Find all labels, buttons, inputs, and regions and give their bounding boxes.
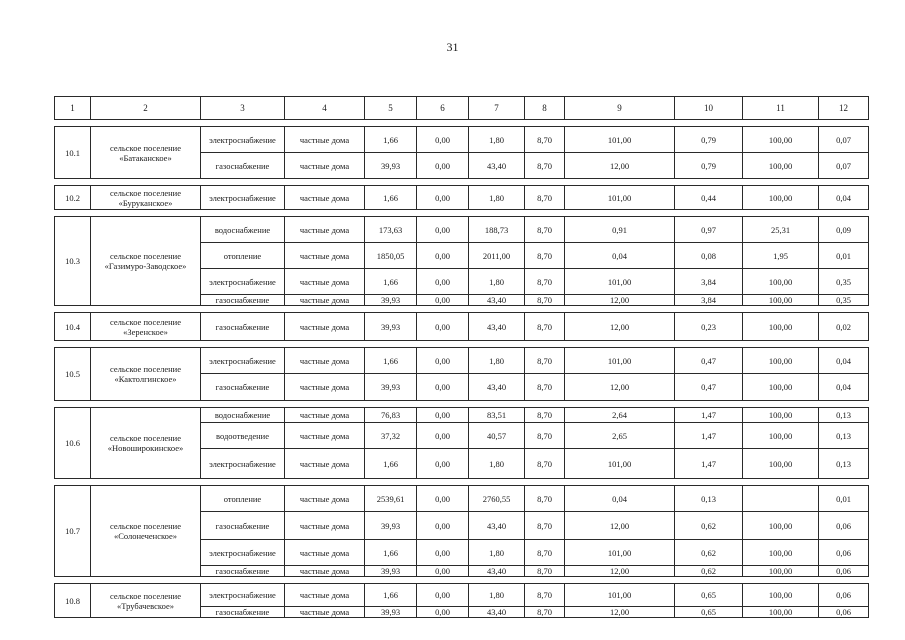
building-type-cell: частные дома bbox=[285, 217, 365, 243]
building-type-cell: частные дома bbox=[285, 607, 365, 618]
value-cell: 0,00 bbox=[417, 449, 469, 479]
header-row bbox=[55, 97, 869, 120]
group-spacer bbox=[55, 401, 869, 408]
table-row bbox=[55, 217, 869, 243]
group-spacer bbox=[55, 210, 869, 217]
value-cell: 8,70 bbox=[525, 408, 565, 423]
value-cell: 8,70 bbox=[525, 295, 565, 306]
value-cell: 1,80 bbox=[469, 186, 525, 210]
spacer-cell bbox=[55, 577, 869, 584]
group-id-cell: 10.6 bbox=[55, 408, 91, 479]
value-cell bbox=[743, 486, 819, 512]
group-id-cell: 10.2 bbox=[55, 186, 91, 210]
value-cell: 8,70 bbox=[525, 566, 565, 577]
value-cell: 8,70 bbox=[525, 374, 565, 401]
value-cell: 1,47 bbox=[675, 423, 743, 449]
value-cell: 0,13 bbox=[819, 449, 869, 479]
service-cell: отопление bbox=[201, 486, 285, 512]
value-cell: 100,00 bbox=[743, 374, 819, 401]
value-cell: 100,00 bbox=[743, 607, 819, 618]
value-cell: 8,70 bbox=[525, 540, 565, 566]
value-cell: 0,00 bbox=[417, 243, 469, 269]
table-row bbox=[55, 313, 869, 341]
spacer-cell bbox=[55, 179, 869, 186]
value-cell: 188,73 bbox=[469, 217, 525, 243]
value-cell: 0,47 bbox=[675, 374, 743, 401]
header-cell: 2 bbox=[91, 97, 201, 120]
settlement-name-cell: сельское поселение «Солонеченское» bbox=[91, 486, 201, 577]
value-cell: 39,93 bbox=[365, 374, 417, 401]
value-cell: 2760,55 bbox=[469, 486, 525, 512]
service-cell: водоснабжение bbox=[201, 217, 285, 243]
value-cell: 8,70 bbox=[525, 607, 565, 618]
building-type-cell: частные дома bbox=[285, 540, 365, 566]
value-cell: 8,70 bbox=[525, 348, 565, 374]
value-cell: 1,66 bbox=[365, 348, 417, 374]
spacer-cell bbox=[55, 306, 869, 313]
value-cell: 0,13 bbox=[675, 486, 743, 512]
value-cell: 8,70 bbox=[525, 153, 565, 179]
value-cell: 101,00 bbox=[565, 449, 675, 479]
value-cell: 8,70 bbox=[525, 584, 565, 607]
value-cell: 0,13 bbox=[819, 423, 869, 449]
value-cell: 43,40 bbox=[469, 313, 525, 341]
settlement-name-cell: сельское поселение «Кактолгинское» bbox=[91, 348, 201, 401]
header-cell: 11 bbox=[743, 97, 819, 120]
value-cell: 43,40 bbox=[469, 512, 525, 540]
value-cell: 1,80 bbox=[469, 449, 525, 479]
value-cell: 0,00 bbox=[417, 374, 469, 401]
value-cell: 8,70 bbox=[525, 512, 565, 540]
value-cell: 39,93 bbox=[365, 566, 417, 577]
value-cell: 0,65 bbox=[675, 607, 743, 618]
value-cell: 0,35 bbox=[819, 295, 869, 306]
service-cell: водоотведение bbox=[201, 423, 285, 449]
value-cell: 0,00 bbox=[417, 540, 469, 566]
service-cell: отопление bbox=[201, 243, 285, 269]
building-type-cell: частные дома bbox=[285, 486, 365, 512]
group-spacer bbox=[55, 479, 869, 486]
value-cell: 8,70 bbox=[525, 423, 565, 449]
value-cell: 0,09 bbox=[819, 217, 869, 243]
header-cell: 6 bbox=[417, 97, 469, 120]
value-cell: 12,00 bbox=[565, 512, 675, 540]
group-spacer bbox=[55, 179, 869, 186]
group-id-cell: 10.8 bbox=[55, 584, 91, 618]
value-cell: 2011,00 bbox=[469, 243, 525, 269]
value-cell: 0,00 bbox=[417, 186, 469, 210]
value-cell: 0,04 bbox=[565, 243, 675, 269]
value-cell: 0,62 bbox=[675, 540, 743, 566]
value-cell: 101,00 bbox=[565, 127, 675, 153]
service-cell: газоснабжение bbox=[201, 607, 285, 618]
value-cell: 0,06 bbox=[819, 584, 869, 607]
value-cell: 8,70 bbox=[525, 127, 565, 153]
building-type-cell: частные дома bbox=[285, 449, 365, 479]
building-type-cell: частные дома bbox=[285, 127, 365, 153]
value-cell: 43,40 bbox=[469, 295, 525, 306]
value-cell: 0,13 bbox=[819, 408, 869, 423]
building-type-cell: частные дома bbox=[285, 566, 365, 577]
value-cell: 100,00 bbox=[743, 269, 819, 295]
value-cell: 1,47 bbox=[675, 449, 743, 479]
service-cell: электроснабжение bbox=[201, 269, 285, 295]
service-cell: электроснабжение bbox=[201, 127, 285, 153]
value-cell: 8,70 bbox=[525, 269, 565, 295]
service-cell: газоснабжение bbox=[201, 295, 285, 306]
spacer-cell bbox=[55, 479, 869, 486]
group-id-cell: 10.5 bbox=[55, 348, 91, 401]
data-table bbox=[54, 96, 869, 618]
value-cell: 39,93 bbox=[365, 295, 417, 306]
value-cell: 1,66 bbox=[365, 449, 417, 479]
value-cell: 39,93 bbox=[365, 607, 417, 618]
value-cell: 101,00 bbox=[565, 269, 675, 295]
value-cell: 1,80 bbox=[469, 269, 525, 295]
value-cell: 39,93 bbox=[365, 313, 417, 341]
value-cell: 0,62 bbox=[675, 566, 743, 577]
value-cell: 1850,05 bbox=[365, 243, 417, 269]
value-cell: 1,80 bbox=[469, 540, 525, 566]
group-spacer bbox=[55, 577, 869, 584]
value-cell: 0,47 bbox=[675, 348, 743, 374]
table-row bbox=[55, 408, 869, 423]
value-cell: 2,64 bbox=[565, 408, 675, 423]
table-row bbox=[55, 348, 869, 374]
value-cell: 101,00 bbox=[565, 584, 675, 607]
value-cell: 37,32 bbox=[365, 423, 417, 449]
value-cell: 83,51 bbox=[469, 408, 525, 423]
settlement-name-cell: сельское поселение «Газимуро-Заводское» bbox=[91, 217, 201, 306]
value-cell: 0,65 bbox=[675, 584, 743, 607]
header-cell: 12 bbox=[819, 97, 869, 120]
settlement-name-cell: сельское поселение «Буруканское» bbox=[91, 186, 201, 210]
value-cell: 101,00 bbox=[565, 540, 675, 566]
value-cell: 8,70 bbox=[525, 313, 565, 341]
spacer-cell bbox=[55, 341, 869, 348]
value-cell: 3,84 bbox=[675, 295, 743, 306]
value-cell: 0,02 bbox=[819, 313, 869, 341]
value-cell: 0,00 bbox=[417, 566, 469, 577]
value-cell: 0,00 bbox=[417, 486, 469, 512]
service-cell: газоснабжение bbox=[201, 153, 285, 179]
building-type-cell: частные дома bbox=[285, 423, 365, 449]
value-cell: 12,00 bbox=[565, 374, 675, 401]
value-cell: 0,00 bbox=[417, 584, 469, 607]
table-row bbox=[55, 186, 869, 210]
group-spacer bbox=[55, 120, 869, 127]
value-cell: 100,00 bbox=[743, 584, 819, 607]
value-cell: 43,40 bbox=[469, 566, 525, 577]
settlement-name-cell: сельское поселение «Зеренское» bbox=[91, 313, 201, 341]
value-cell: 0,01 bbox=[819, 243, 869, 269]
service-cell: электроснабжение bbox=[201, 584, 285, 607]
building-type-cell: частные дома bbox=[285, 153, 365, 179]
value-cell: 1,66 bbox=[365, 584, 417, 607]
value-cell: 0,00 bbox=[417, 348, 469, 374]
spacer-cell bbox=[55, 120, 869, 127]
table-row bbox=[55, 127, 869, 153]
value-cell: 1,66 bbox=[365, 540, 417, 566]
value-cell: 100,00 bbox=[743, 423, 819, 449]
value-cell: 0,00 bbox=[417, 313, 469, 341]
value-cell: 0,97 bbox=[675, 217, 743, 243]
value-cell: 0,79 bbox=[675, 153, 743, 179]
value-cell: 0,35 bbox=[819, 269, 869, 295]
value-cell: 100,00 bbox=[743, 540, 819, 566]
value-cell: 12,00 bbox=[565, 313, 675, 341]
value-cell: 0,79 bbox=[675, 127, 743, 153]
value-cell: 12,00 bbox=[565, 566, 675, 577]
value-cell: 0,00 bbox=[417, 295, 469, 306]
value-cell: 0,44 bbox=[675, 186, 743, 210]
building-type-cell: частные дома bbox=[285, 584, 365, 607]
service-cell: газоснабжение bbox=[201, 512, 285, 540]
value-cell: 43,40 bbox=[469, 153, 525, 179]
header-cell: 3 bbox=[201, 97, 285, 120]
value-cell: 0,06 bbox=[819, 566, 869, 577]
value-cell: 1,47 bbox=[675, 408, 743, 423]
value-cell: 8,70 bbox=[525, 449, 565, 479]
value-cell: 100,00 bbox=[743, 127, 819, 153]
value-cell: 0,08 bbox=[675, 243, 743, 269]
building-type-cell: частные дома bbox=[285, 313, 365, 341]
value-cell: 2539,61 bbox=[365, 486, 417, 512]
service-cell: электроснабжение bbox=[201, 540, 285, 566]
building-type-cell: частные дома bbox=[285, 348, 365, 374]
service-cell: газоснабжение bbox=[201, 374, 285, 401]
group-spacer bbox=[55, 341, 869, 348]
value-cell: 0,06 bbox=[819, 512, 869, 540]
value-cell: 0,00 bbox=[417, 127, 469, 153]
value-cell: 8,70 bbox=[525, 186, 565, 210]
header-cell: 5 bbox=[365, 97, 417, 120]
value-cell: 2,65 bbox=[565, 423, 675, 449]
building-type-cell: частные дома bbox=[285, 186, 365, 210]
value-cell: 0,23 bbox=[675, 313, 743, 341]
building-type-cell: частные дома bbox=[285, 374, 365, 401]
value-cell: 8,70 bbox=[525, 243, 565, 269]
building-type-cell: частные дома bbox=[285, 269, 365, 295]
value-cell: 0,04 bbox=[819, 374, 869, 401]
value-cell: 43,40 bbox=[469, 374, 525, 401]
value-cell: 0,07 bbox=[819, 153, 869, 179]
table-row bbox=[55, 584, 869, 607]
settlement-name-cell: сельское поселение «Новоширокинское» bbox=[91, 408, 201, 479]
value-cell: 0,00 bbox=[417, 423, 469, 449]
value-cell: 0,00 bbox=[417, 512, 469, 540]
header-cell: 4 bbox=[285, 97, 365, 120]
header-cell: 7 bbox=[469, 97, 525, 120]
value-cell: 0,04 bbox=[819, 348, 869, 374]
value-cell: 1,66 bbox=[365, 186, 417, 210]
value-cell: 43,40 bbox=[469, 607, 525, 618]
value-cell: 1,95 bbox=[743, 243, 819, 269]
value-cell: 1,66 bbox=[365, 127, 417, 153]
group-id-cell: 10.1 bbox=[55, 127, 91, 179]
service-cell: водоснабжение bbox=[201, 408, 285, 423]
value-cell: 1,80 bbox=[469, 584, 525, 607]
value-cell: 1,66 bbox=[365, 269, 417, 295]
table-row bbox=[55, 486, 869, 512]
value-cell: 1,80 bbox=[469, 348, 525, 374]
value-cell: 12,00 bbox=[565, 295, 675, 306]
value-cell: 0,04 bbox=[819, 186, 869, 210]
value-cell: 0,04 bbox=[565, 486, 675, 512]
value-cell: 0,01 bbox=[819, 486, 869, 512]
value-cell: 0,00 bbox=[417, 269, 469, 295]
page-number: 31 bbox=[446, 40, 459, 54]
header-cell: 10 bbox=[675, 97, 743, 120]
value-cell: 8,70 bbox=[525, 486, 565, 512]
group-id-cell: 10.7 bbox=[55, 486, 91, 577]
group-id-cell: 10.3 bbox=[55, 217, 91, 306]
value-cell: 0,00 bbox=[417, 607, 469, 618]
value-cell: 100,00 bbox=[743, 512, 819, 540]
building-type-cell: частные дома bbox=[285, 243, 365, 269]
value-cell: 12,00 bbox=[565, 153, 675, 179]
service-cell: электроснабжение bbox=[201, 186, 285, 210]
building-type-cell: частные дома bbox=[285, 295, 365, 306]
value-cell: 8,70 bbox=[525, 217, 565, 243]
value-cell: 25,31 bbox=[743, 217, 819, 243]
value-cell: 39,93 bbox=[365, 153, 417, 179]
value-cell: 0,62 bbox=[675, 512, 743, 540]
value-cell: 76,83 bbox=[365, 408, 417, 423]
value-cell: 101,00 bbox=[565, 186, 675, 210]
spacer-cell bbox=[55, 401, 869, 408]
value-cell: 100,00 bbox=[743, 313, 819, 341]
value-cell: 0,06 bbox=[819, 540, 869, 566]
building-type-cell: частные дома bbox=[285, 512, 365, 540]
value-cell: 12,00 bbox=[565, 607, 675, 618]
value-cell: 100,00 bbox=[743, 295, 819, 306]
header-cell: 9 bbox=[565, 97, 675, 120]
value-cell: 40,57 bbox=[469, 423, 525, 449]
value-cell: 100,00 bbox=[743, 348, 819, 374]
value-cell: 0,00 bbox=[417, 217, 469, 243]
group-id-cell: 10.4 bbox=[55, 313, 91, 341]
service-cell: электроснабжение bbox=[201, 449, 285, 479]
value-cell: 101,00 bbox=[565, 348, 675, 374]
value-cell: 173,63 bbox=[365, 217, 417, 243]
settlement-name-cell: сельское поселение «Батаканское» bbox=[91, 127, 201, 179]
value-cell: 0,91 bbox=[565, 217, 675, 243]
value-cell: 1,80 bbox=[469, 127, 525, 153]
value-cell: 100,00 bbox=[743, 408, 819, 423]
table-body bbox=[55, 97, 869, 618]
value-cell: 0,00 bbox=[417, 153, 469, 179]
service-cell: газоснабжение bbox=[201, 313, 285, 341]
value-cell: 100,00 bbox=[743, 566, 819, 577]
value-cell: 3,84 bbox=[675, 269, 743, 295]
value-cell: 0,07 bbox=[819, 127, 869, 153]
group-spacer bbox=[55, 306, 869, 313]
settlement-name-cell: сельское поселение «Трубачевское» bbox=[91, 584, 201, 618]
spacer-cell bbox=[55, 210, 869, 217]
value-cell: 100,00 bbox=[743, 449, 819, 479]
value-cell: 0,00 bbox=[417, 408, 469, 423]
building-type-cell: частные дома bbox=[285, 408, 365, 423]
value-cell: 39,93 bbox=[365, 512, 417, 540]
header-cell: 8 bbox=[525, 97, 565, 120]
service-cell: электроснабжение bbox=[201, 348, 285, 374]
value-cell: 100,00 bbox=[743, 186, 819, 210]
value-cell: 0,06 bbox=[819, 607, 869, 618]
value-cell: 100,00 bbox=[743, 153, 819, 179]
header-cell: 1 bbox=[55, 97, 91, 120]
service-cell: газоснабжение bbox=[201, 566, 285, 577]
